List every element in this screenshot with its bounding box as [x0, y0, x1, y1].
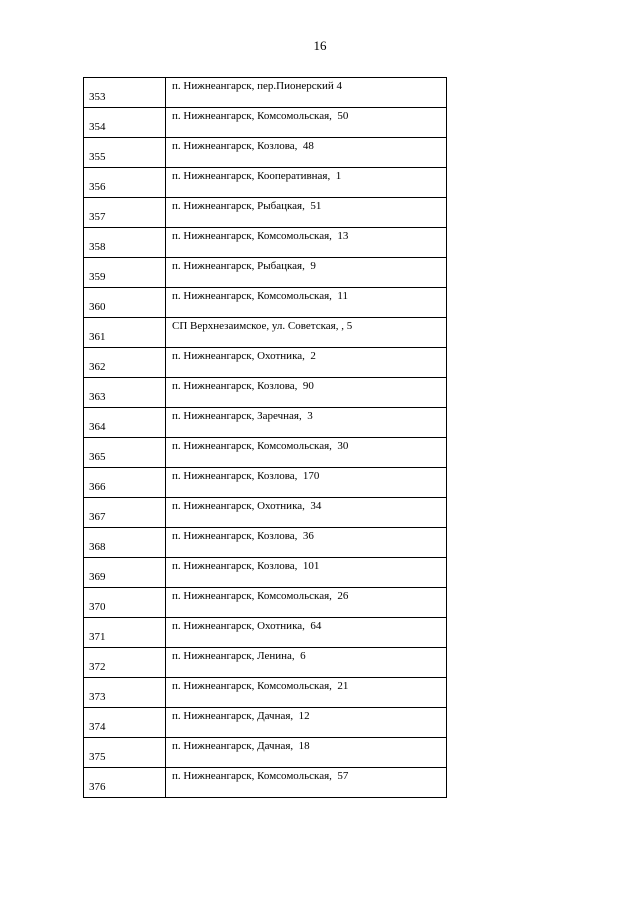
table-row — [84, 588, 447, 618]
table-row — [84, 618, 447, 648]
address-cell: п. Нижнеангарск, Комсомольская, 11 — [166, 288, 447, 318]
row-number-cell: 376 — [84, 768, 166, 798]
table-row — [84, 258, 447, 288]
address-cell: п. Нижнеангарск, Козлова, 48 — [166, 138, 447, 168]
row-number-cell: 375 — [84, 738, 166, 768]
row-number-cell: 365 — [84, 438, 166, 468]
address-cell: п. Нижнеангарск, Комсомольская, 26 — [166, 588, 447, 618]
table-row — [84, 528, 447, 558]
table-row — [84, 348, 447, 378]
address-cell: п. Нижнеангарск, Комсомольская, 21 — [166, 678, 447, 708]
address-cell: п. Нижнеангарск, Охотника, 64 — [166, 618, 447, 648]
row-number-cell: 364 — [84, 408, 166, 438]
row-number-cell: 370 — [84, 588, 166, 618]
table-row — [84, 78, 447, 108]
row-number-cell: 359 — [84, 258, 166, 288]
address-cell: СП Верхнезаимское, ул. Советская, , 5 — [166, 318, 447, 348]
row-number-cell: 366 — [84, 468, 166, 498]
row-number-cell: 374 — [84, 708, 166, 738]
row-number-cell: 373 — [84, 678, 166, 708]
table-row — [84, 768, 447, 798]
address-cell: п. Нижнеангарск, Рыбацкая, 51 — [166, 198, 447, 228]
address-cell: п. Нижнеангарск, Козлова, 90 — [166, 378, 447, 408]
row-number-cell: 360 — [84, 288, 166, 318]
address-cell: п. Нижнеангарск, Заречная, 3 — [166, 408, 447, 438]
table-row — [84, 498, 447, 528]
address-table-body — [84, 78, 447, 798]
table-row — [84, 708, 447, 738]
row-number-cell: 355 — [84, 138, 166, 168]
table-row — [84, 648, 447, 678]
row-number-cell: 363 — [84, 378, 166, 408]
table-row — [84, 678, 447, 708]
row-number-cell: 372 — [84, 648, 166, 678]
row-number-cell: 353 — [84, 78, 166, 108]
table-row — [84, 228, 447, 258]
address-cell: п. Нижнеангарск, Комсомольская, 13 — [166, 228, 447, 258]
address-cell: п. Нижнеангарск, Комсомольская, 30 — [166, 438, 447, 468]
row-number-cell: 354 — [84, 108, 166, 138]
page-number: 16 — [313, 38, 327, 53]
address-cell: п. Нижнеангарск, Комсомольская, 57 — [166, 768, 447, 798]
table-row — [84, 108, 447, 138]
address-cell: п. Нижнеангарск, Охотника, 34 — [166, 498, 447, 528]
row-number-cell: 362 — [84, 348, 166, 378]
row-number-cell: 369 — [84, 558, 166, 588]
row-number-cell: 357 — [84, 198, 166, 228]
row-number-cell: 371 — [84, 618, 166, 648]
address-cell: п. Нижнеангарск, Охотника, 2 — [166, 348, 447, 378]
table-row — [84, 408, 447, 438]
table-row — [84, 288, 447, 318]
address-cell: п. Нижнеангарск, Козлова, 36 — [166, 528, 447, 558]
address-cell: п. Нижнеангарск, Козлова, 170 — [166, 468, 447, 498]
address-cell: п. Нижнеангарск, пер.Пионерский 4 — [166, 78, 447, 108]
table-row — [84, 558, 447, 588]
table-row — [84, 198, 447, 228]
row-number-cell: 368 — [84, 528, 166, 558]
address-table — [83, 77, 447, 798]
table-row — [84, 168, 447, 198]
address-cell: п. Нижнеангарск, Комсомольская, 50 — [166, 108, 447, 138]
address-cell: п. Нижнеангарск, Кооперативная, 1 — [166, 168, 447, 198]
table-row — [84, 138, 447, 168]
row-number-cell: 361 — [84, 318, 166, 348]
address-cell: п. Нижнеангарск, Дачная, 12 — [166, 708, 447, 738]
table-row — [84, 318, 447, 348]
table-row — [84, 468, 447, 498]
table-row — [84, 438, 447, 468]
table-row — [84, 738, 447, 768]
address-cell: п. Нижнеангарск, Дачная, 18 — [166, 738, 447, 768]
row-number-cell: 367 — [84, 498, 166, 528]
address-cell: п. Нижнеангарск, Рыбацкая, 9 — [166, 258, 447, 288]
table-row — [84, 378, 447, 408]
address-cell: п. Нижнеангарск, Ленина, 6 — [166, 648, 447, 678]
row-number-cell: 356 — [84, 168, 166, 198]
address-cell: п. Нижнеангарск, Козлова, 101 — [166, 558, 447, 588]
row-number-cell: 358 — [84, 228, 166, 258]
